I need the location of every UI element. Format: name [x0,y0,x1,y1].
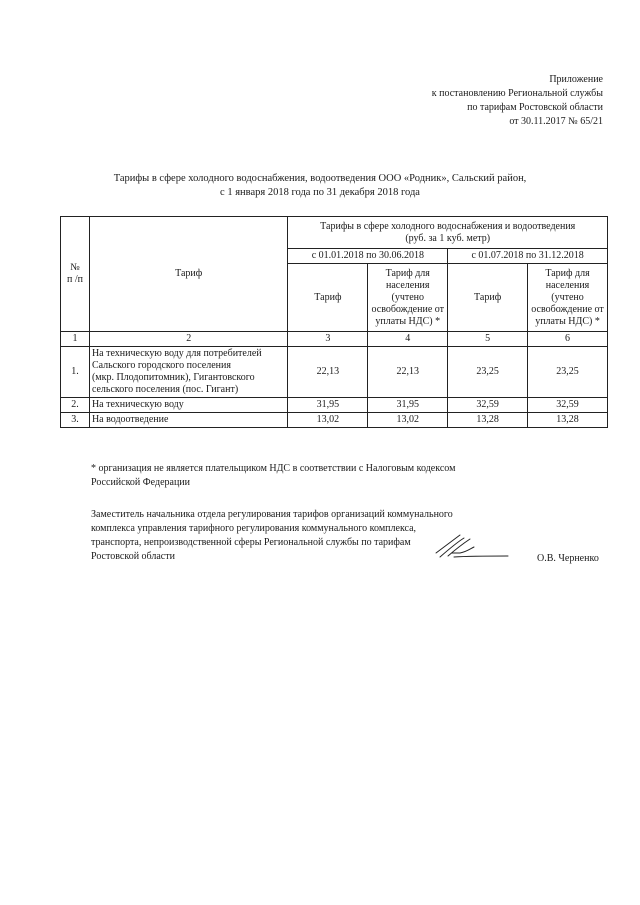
index-cell: 3 [288,332,368,347]
appendix-header [432,73,603,129]
handwritten-signature [430,523,510,568]
table-row [61,398,608,413]
header-tariff: Тариф [89,217,288,332]
row-value: 13,02 [288,413,368,428]
vat-footnote: * организация не является плательщиком НДС в соответствии с Налоговым кодексом Российской Федерации [91,463,456,488]
header-tariff-p1: Тариф [288,264,368,332]
table-row [61,347,608,398]
index-cell: 2 [89,332,288,347]
appendix-line-3: по тарифам Ростовской области [467,102,603,113]
index-cell: 6 [528,332,608,347]
appendix-line-1: Приложение [549,74,603,85]
row-value: 13,28 [528,413,608,428]
row-value: 22,13 [288,347,368,398]
row-value: 23,25 [528,347,608,398]
appendix-line-4: от 30.11.2017 № 65/21 [509,116,603,127]
table-row [61,413,608,428]
row-number: 3. [61,413,90,428]
index-cell: 4 [368,332,448,347]
row-name: На водоотведение [89,413,288,428]
index-cell: 1 [61,332,90,347]
row-value: 23,25 [448,347,528,398]
document-title [0,172,640,200]
row-value: 31,95 [368,398,448,413]
row-name: На техническую воду [89,398,288,413]
row-name: На техническую воду для потребителей Сальского городского поселения (мкр. Плодопитомник), Гигантовского сельского поселения (пос. Гигант) [89,347,288,398]
index-row [61,332,608,347]
index-cell: 5 [448,332,528,347]
row-value: 31,95 [288,398,368,413]
tariff-table [60,216,608,428]
title-line-2: с 1 января 2018 года по 31 декабря 2018 года [220,187,420,198]
header-period-2: с 01.07.2018 по 31.12.2018 [448,249,608,264]
row-value: 13,28 [448,413,528,428]
header-group: Тарифы в сфере холодного водоснабжения и водоотведения (руб. за 1 куб. метр) [288,217,608,249]
appendix-line-2: к постановлению Региональной службы [431,88,603,99]
row-value: 13,02 [368,413,448,428]
row-value: 32,59 [528,398,608,413]
signer-position: Заместитель начальника отдела регулирования тарифов организаций коммунального комплекса управления тарифного регулирования коммунального комплекса, транспорта, непроизводственной сферы Региональной службы по тарифам Ростовской области [91,509,453,562]
row-number: 2. [61,398,90,413]
row-value: 32,59 [448,398,528,413]
header-number: № п /п [61,217,90,332]
row-value: 22,13 [368,347,448,398]
header-population-p1: Тариф для населения (учтено освобождение от уплаты НДС) * [368,264,448,332]
title-line-1: Тарифы в сфере холодного водоснабжения, водоотведения ООО «Родник», Сальский район, [113,173,527,184]
signer-name: О.В. Черненко [537,553,599,564]
row-number: 1. [61,347,90,398]
header-period-1: с 01.01.2018 по 30.06.2018 [288,249,448,264]
header-population-p2: Тариф для населения (учтено освобождение от уплаты НДС) * [528,264,608,332]
header-tariff-p2: Тариф [448,264,528,332]
